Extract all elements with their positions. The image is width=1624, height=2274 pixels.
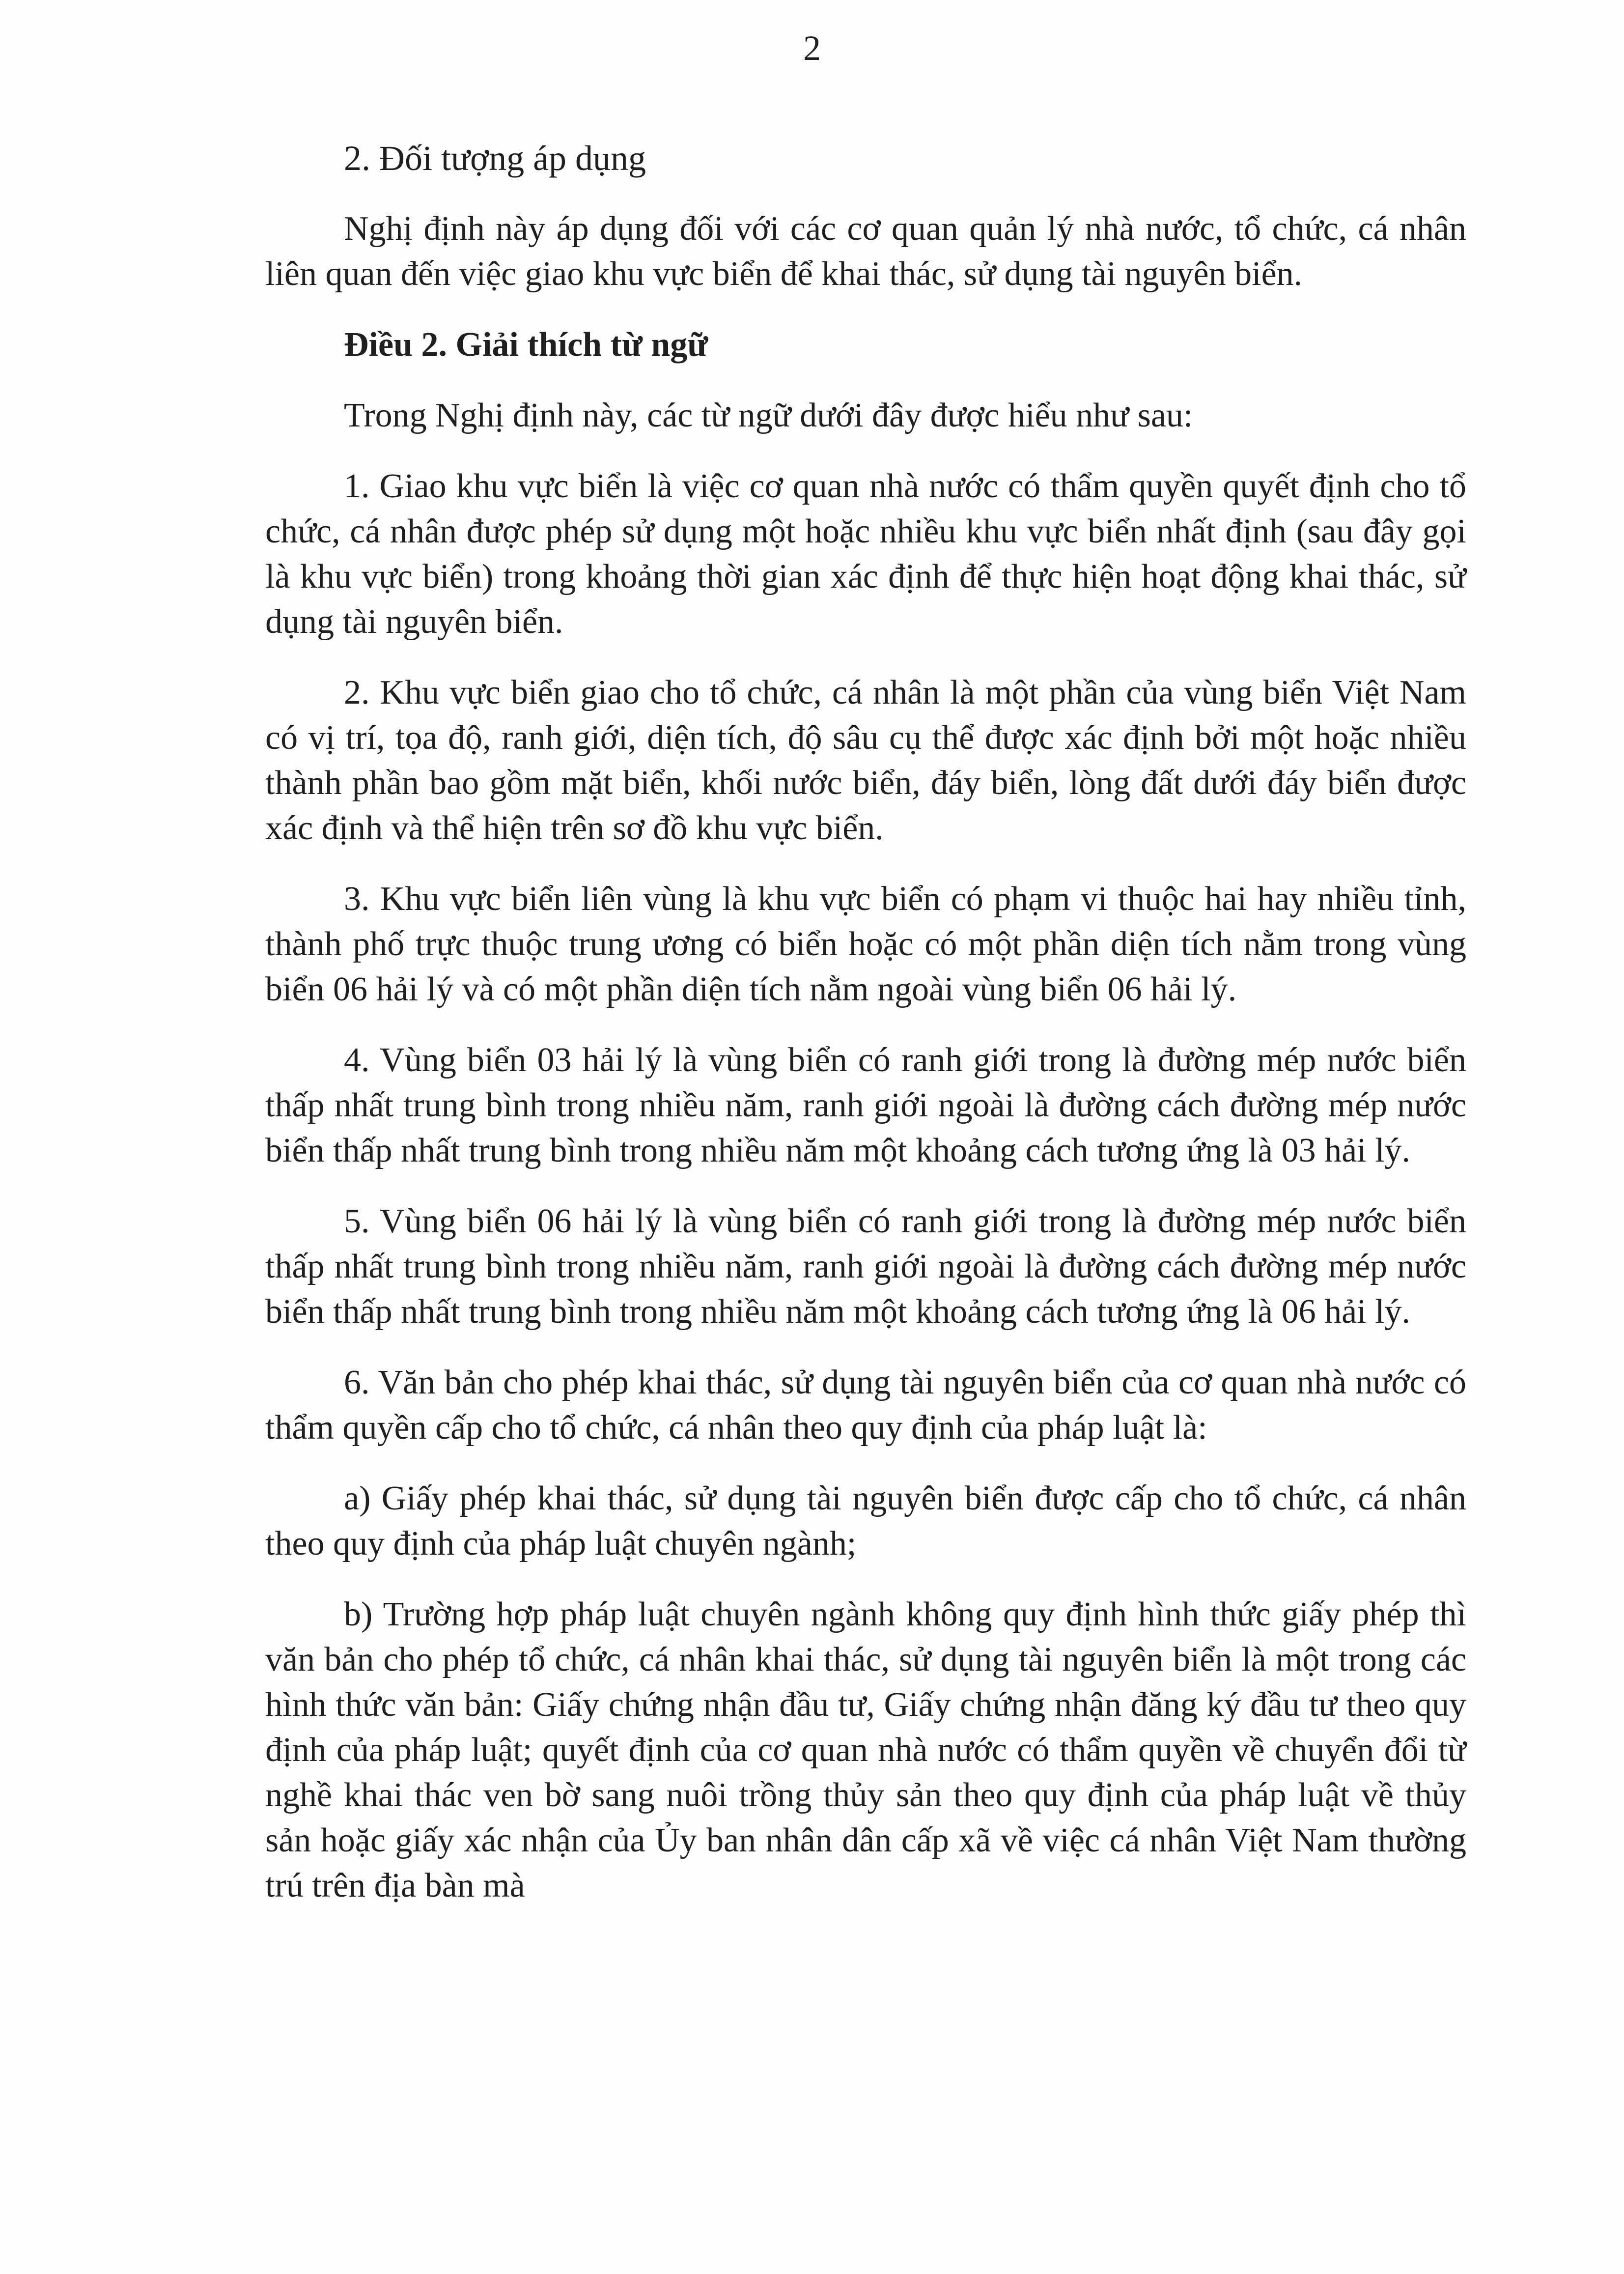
article-title: Điều 2. Giải thích từ ngữ: [344, 326, 708, 364]
page-number: 2: [803, 28, 821, 68]
definition-item-6: 6. Văn bản cho phép khai thác, sử dụng tài nguyên biển của cơ quan nhà nước có thẩm quyền cấp cho tổ chức, cá nhân theo quy định của pháp luật là:: [265, 1364, 1466, 1447]
definition-item-6a: a) Giấy phép khai thác, sử dụng tài nguyên biển được cấp cho tổ chức, cá nhân theo quy định của pháp luật chuyên ngành;: [265, 1479, 1466, 1563]
document-body: [265, 136, 1466, 1934]
definition-item-2: 2. Khu vực biển giao cho tổ chức, cá nhân là một phần của vùng biển Việt Nam có vị trí, tọa độ, ranh giới, diện tích, độ sâu cụ thể được xác định bởi một hoặc nhiều thành phần bao gồm mặt biển, khối nước biển, đáy biển, lòng đất dưới đáy biển được xác định và thể hiện trên sơ đồ khu vực biển.: [265, 674, 1466, 847]
definition-item-3: 3. Khu vực biển liên vùng là khu vực biển có phạm vi thuộc hai hay nhiều tỉnh, thành phố trực thuộc trung ương có biển hoặc có một phần diện tích nằm trong vùng biển 06 hải lý và có một phần diện tích nằm ngoài vùng biển 06 hải lý.: [265, 880, 1466, 1008]
definition-item-6b: b) Trường hợp pháp luật chuyên ngành không quy định hình thức giấy phép thì văn bản cho phép tổ chức, cá nhân khai thác, sử dụng tài nguyên biển là một trong các hình thức văn bản: Giấy chứng nhận đầu tư, Giấy chứng nhận đăng ký đầu tư theo quy định của pháp luật; quyết định của cơ quan nhà nước có thẩm quyền về chuyển đổi từ nghề khai thác ven bờ sang nuôi trồng thủy sản theo quy định của pháp luật về thủy sản hoặc giấy xác nhận của Ủy ban nhân dân cấp xã về việc cá nhân Việt Nam thường trú trên địa bàn mà: [265, 1595, 1466, 1904]
definition-item-4: 4. Vùng biển 03 hải lý là vùng biển có ranh giới trong là đường mép nước biển thấp nhất trung bình trong nhiều năm, ranh giới ngoài là đường cách đường mép nước biển thấp nhất trung bình trong nhiều năm một khoảng cách tương ứng là 03 hải lý.: [265, 1041, 1466, 1169]
article-intro: Trong Nghị định này, các từ ngữ dưới đây được hiểu như sau:: [344, 397, 1193, 434]
section-body: Nghị định này áp dụng đối với các cơ quan quản lý nhà nước, tổ chức, cá nhân liên quan đến việc giao khu vực biển để khai thác, sử dụng tài nguyên biển.: [265, 210, 1466, 293]
definition-item-1: 1. Giao khu vực biển là việc cơ quan nhà nước có thẩm quyền quyết định cho tổ chức, cá nhân được phép sử dụng một hoặc nhiều khu vực biển nhất định (sau đây gọi là khu vực biển) trong khoảng thời gian xác định để thực hiện hoạt động khai thác, sử dụng tài nguyên biển.: [265, 467, 1466, 641]
definition-item-5: 5. Vùng biển 06 hải lý là vùng biển có ranh giới trong là đường mép nước biển thấp nhất trung bình trong nhiều năm, ranh giới ngoài là đường cách đường mép nước biển thấp nhất trung bình trong nhiều năm một khoảng cách tương ứng là 06 hải lý.: [265, 1202, 1466, 1331]
section-heading: 2. Đối tượng áp dụng: [344, 139, 646, 178]
